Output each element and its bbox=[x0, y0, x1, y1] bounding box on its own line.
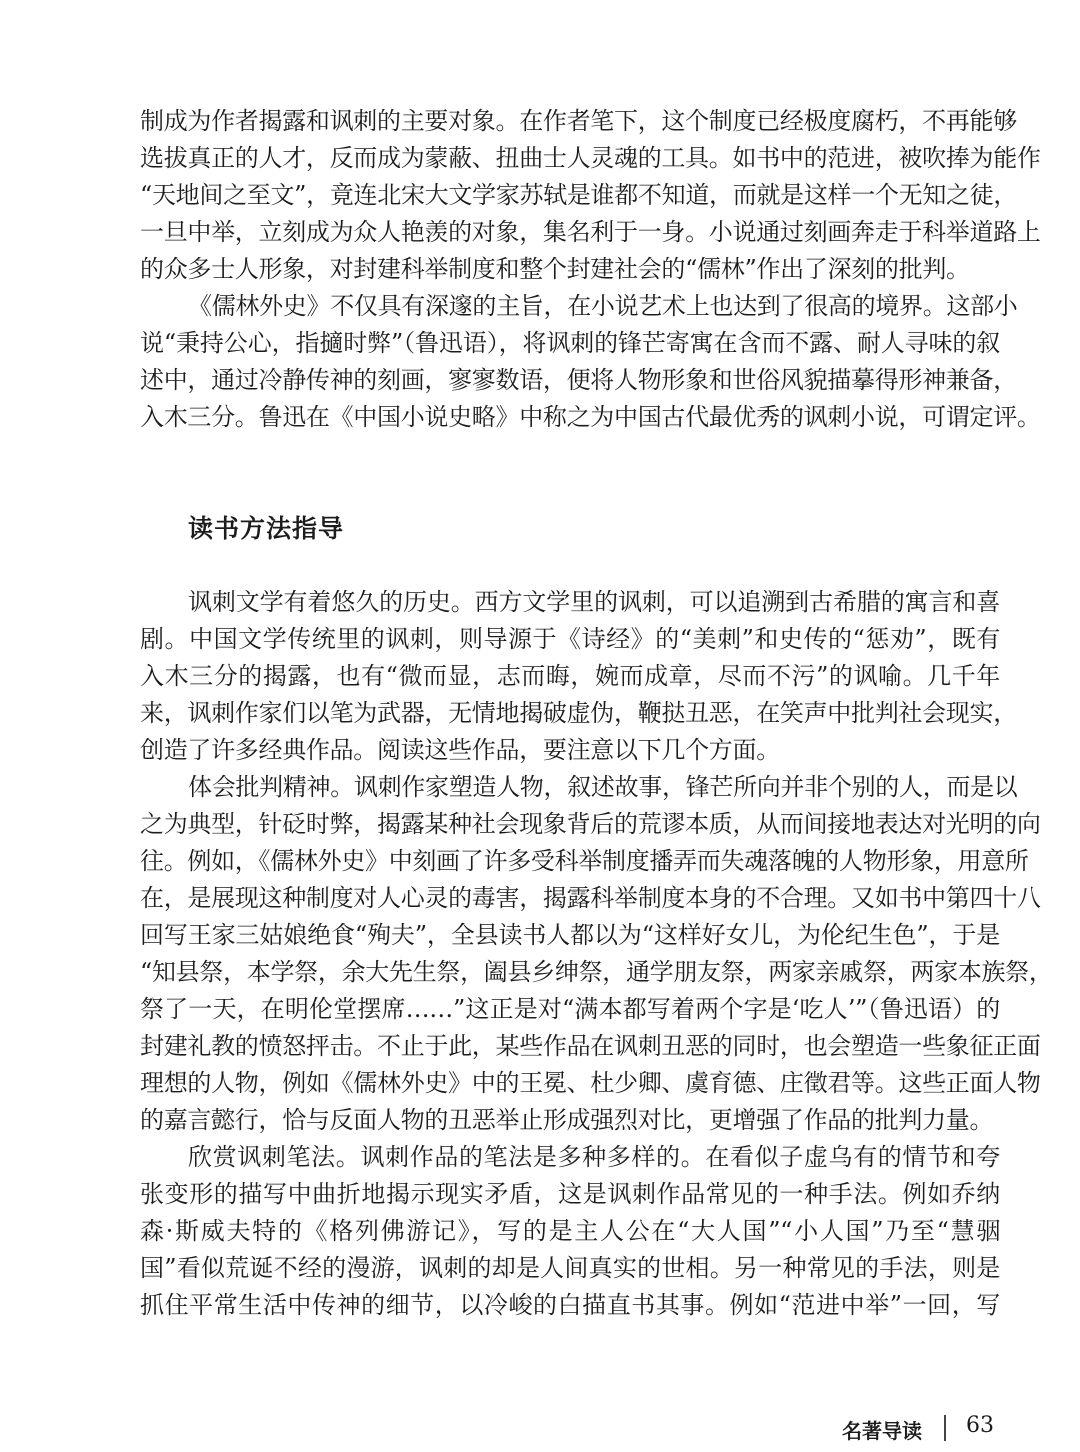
text-line: 的众多士人形象，对封建科举制度和整个封建社会的“儒林”作出了深刻的批判。 bbox=[140, 255, 970, 283]
text-line: 森·斯威夫特的《格列佛游记》，写的是主人公在“大人国”“小人国”乃至“慧骃 bbox=[140, 1217, 1000, 1245]
text-line: 入木三分。鲁迅在《中国小说史略》中称之为中国古代最优秀的讽刺小说，可谓定评。 bbox=[140, 403, 1041, 431]
top-text-block bbox=[140, 103, 1041, 436]
text-line: 选拔真正的人才，反而成为蒙蔽、扭曲士人灵魂的工具。如书中的范进，被吹捧为能作 bbox=[140, 144, 1041, 172]
text-line: 理想的人物，例如《儒林外史》中的王冕、杜少卿、虞育德、庄徵君等。这些正面人物 bbox=[140, 1069, 1041, 1097]
text-line: 国”看似荒诞不经的漫游，讽刺的却是人间真实的世相。另一种常见的手法，则是 bbox=[140, 1254, 1000, 1282]
bottom-text-block bbox=[140, 584, 1053, 1324]
text-line: 述中，通过冷静传神的刻画，寥寥数语，便将人物形象和世俗风貌描摹得形神兼备， bbox=[140, 366, 1017, 394]
text-line: 之为典型，针砭时弊，揭露某种社会现象背后的荒谬本质，从而间接地表达对光明的向 bbox=[140, 810, 1041, 838]
text-line: 的嘉言懿行，恰与反面人物的丑恶举止形成强烈对比，更增强了作品的批判力量。 bbox=[140, 1106, 994, 1134]
text-line: 剧。中国文学传统里的讽刺，则导源于《诗经》的“美刺”和史传的“惩劝”，既有 bbox=[140, 625, 1000, 653]
text-line: 体会批判精神。讽刺作家塑造人物，叙述故事，锋芒所向并非个别的人，而是以 bbox=[188, 773, 1018, 801]
text-line: 讽刺文学有着悠久的历史。西方文学里的讽刺，可以追溯到古希腊的寓言和喜 bbox=[188, 588, 1000, 616]
text-line: 抓住平常生活中传神的细节，以冷峻的白描直书其事。例如“范进中举”一回，写 bbox=[140, 1291, 1000, 1319]
text-line: 在，是展现这种制度对人心灵的毒害，揭露科举制度本身的不合理。又如书中第四十八 bbox=[140, 884, 1041, 912]
page-number: 63 bbox=[966, 1413, 994, 1438]
text-line: 入木三分的揭露，也有“微而显，志而晦，婉而成章，尽而不污”的讽喻。几千年 bbox=[140, 662, 1000, 690]
text-line: 制成为作者揭露和讽刺的主要对象。在作者笔下，这个制度已经极度腐朽，不再能够 bbox=[140, 107, 1017, 135]
section-heading: 读书方法指导 bbox=[188, 514, 345, 543]
footer-divider bbox=[944, 1415, 946, 1441]
text-line: “知县祭，本学祭，余大先生祭，阖县乡绅祭，通学朋友祭，两家亲戚祭，两家本族祭， bbox=[140, 958, 1053, 986]
text-line: 欣赏讽刺笔法。讽刺作品的笔法是多种多样的。在看似子虚乌有的情节和夸 bbox=[188, 1143, 1000, 1171]
text-line: “天地间之至文”，竟连北宋大文学家苏轼是谁都不知道，而就是这样一个无知之徒， bbox=[140, 181, 1018, 209]
text-line: 封建礼教的愤怒抨击。不止于此，某些作品在讽刺丑恶的同时，也会塑造一些象征正面 bbox=[140, 1032, 1041, 1060]
footer-label: 名著导读 bbox=[842, 1419, 922, 1443]
text-line: 张变形的描写中曲折地揭示现实矛盾，这是讽刺作品常见的一种手法。例如乔纳 bbox=[140, 1180, 1000, 1208]
text-line: 创造了许多经典作品。阅读这些作品，要注意以下几个方面。 bbox=[140, 736, 780, 764]
text-line: 回写王家三姑娘绝食“殉夫”，全县读书人都以为“这样好女儿，为伦纪生色”，于是 bbox=[140, 921, 1000, 949]
text-line: 一旦中举，立刻成为众人艳羡的对象，集名利于一身。小说通过刻画奔走于科举道路上 bbox=[140, 218, 1041, 246]
text-line: 往。例如，《儒林外史》中刻画了许多受科举制度播弄而失魂落魄的人物形象，用意所 bbox=[140, 847, 1029, 875]
text-line: 来，讽刺作家们以笔为武器，无情地揭破虚伪，鞭挞丑恶，在笑声中批判社会现实， bbox=[140, 699, 1017, 727]
page-footer bbox=[820, 1415, 1000, 1445]
text-line: 祭了一天，在明伦堂摆席……”这正是对“满本都写着两个字是‘吃人’”（鲁迅语）的 bbox=[140, 995, 1000, 1023]
text-line: 《儒林外史》不仅具有深邃的主旨，在小说艺术上也达到了很高的境界。这部小 bbox=[188, 292, 1018, 320]
text-line: 说“秉持公心，指擿时弊”（鲁迅语），将讽刺的锋芒寄寓在含而不露、耐人寻味的叙 bbox=[140, 329, 1000, 357]
